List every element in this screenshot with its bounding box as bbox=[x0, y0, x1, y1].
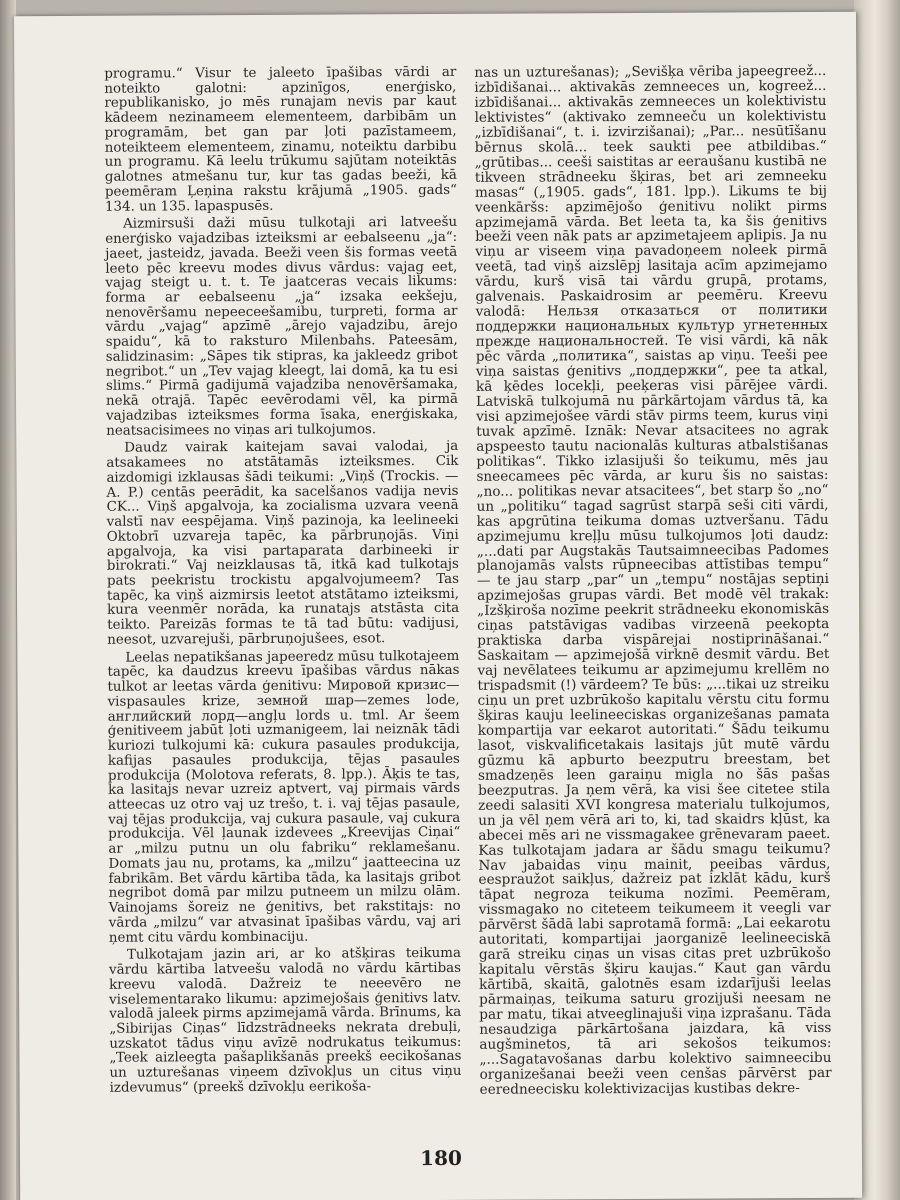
paragraph: nas un uzturešanas); „Sevišķa vēriba japeegreež... izbīdišanai... aktivakās zemneeces un, kogreež... izbīdišanai... aktivakās zemneeces un kolektivistu lektivistes“ (aktivako zemneeču un kolektivistu „izbīdišanai“, t. i. izvirzišanai); „Par... nesūtīšanu bērnus skolā... teek saukti pee atbildibas.“ „grūtibas... ceeši saistitas ar eeraušanu kustibā ne tikveen strādneeku šķiras, bet ari zemneeku masas“ („1905. gads“, 181. lpp.). Likums te bij veenkāršs: apzimējošo ģenitivu nolikt pirms apzimejamā vārda. Bet leeta ta, ka šis ģenitivs beeži veen nāk pats ar apzimetajeem aplipis. Ja nu viņu ar viseem viņa pavadoņeem noleek pirmā veetā, tad viņš aizslēpj lasitaja acīm apzimejamo vārdu, kurš visā tai vārdu grupā, protams, galvenais. Paskaidrosim ar peemēru. Kreevu valodā: Нельзя отказаться от политики поддержки национальных культур угнетенных прежде национальностей. Te visi vārdi, kā nāk pēc vārda „политика“, saistas ap viņu. Teeši pee viņa saistas ģenitivs „поддержки“, pee ta atkal, kā ķēdes locekļi, peeķeras visi pārējee vārdi. Latviskā tulkojumā nu pārkārtojam vārdus tā, ka visi apzimejošee vārdi stāv pirms teem, kurus viņi tuvak apzīmē. Iznāk: Nevar atsacitees no agrak apspeesto tautu nacionalās kulturas atbalstišanas politikas“. Tikko izlasijuši šo teikumu, mēs jau sneecamees pēc vārda, ar kuru šis no saistas: „no... politikas nevar atsacitees“, bet starp šo „no“ un „politiku“ tagad sagrūst starpā seši citi vārdi, kas apgrūtina teikuma domas uztveršanu. Tādu apzimejumu kreļļu mūsu tulkojumos ļoti daudz: „...dati par Augstakās Tautsaimneecibas Padomes planojamās valsts rūpneecibas attīstibas tempu“ — te jau starp „par“ un „tempu“ nostājas septiņi apzimejošas grupas vārdi. Bet modē vēl trakak: „Izšķiroša nozīme peekrit strādneeku ekonomiskās ciņas patstāvigas vadibas virzeenā peekopta praktiska darba vispārejai nostiprināšanai.“ Saskaitam — apzimejošā virknē desmit vārdu. Bet vaj nevēlatees teikumu ar apzimejumu krellēm no trispadsmit (!) vārdeem? Te būs: „...tikai uz streiku ciņu un pret uzbrūkošo kapitalu vērstu citu formu šķiras kauju leelineeciskas organizešanas pamata kompartija var eekarot autoritati.“ Šādu teikumu lasot, viskvalificetakais lasitajs jūt mutē vārdu gūzmu kā apburto beezputru breestam, bet smadzeņēs leen garaiņu migla no šās pašas beezputras. Ja ņem vērā, ka visi šee citetee stila zeedi salasiti XVI kongresa materialu tulkojumos, un ja vēl ņem vērā ari to, ki, tad skaidrs kļūst, ka abecei mēs ari ne vissmagakee grēnevaram paeet. Kas tulkotajam jadara ar šādu smagu teikumu? Nav jabaidas viņu mainit, peeibas vārdus, eespraužot saikļus, dažreiz pat izklāt kādu, kurš tāpat negroza teikuma nozīmi. Peemēram, vissmagako no citeteem teikumeem it veegli var pārvērst šādā labi saprotamā formā: „Lai eekarotu autoritati, kompartijai jaorganizē leelineeciskā garā streiku ciņas un visas citas pret uzbrūkošo kapitalu vērstās šķiru kaujas.“ Kaut gan vārdu kārtibā, skaitā, galotnēs esam izdarījuši leelas pārmaiņas, teikuma saturu grozijuši neesam ne par matu, tikai atveeglinajuši viņa izprašanu. Tāda nesaudziga pārkārtošana jaizdara, kā viss augšminetos, tā ari sekošos teikumos: „...Sagatavošanas darbu kolektivo saimneecibu organizešanai beeži veen cenšas pārvērst par eeredneecisku kolektivizacijas kustibas dekre- bbox=[474, 62, 832, 1098]
right-column bbox=[474, 64, 831, 1101]
paragraph: Tulkotajam jazin ari, ar ko atšķiras teikuma vārdu kārtiba latveešu valodā no vārdu kārtibas kreevu valodā. Dažreiz te neeevēro ne viselementarako likumu: apzimejošais ģenitivs latv. valodā jaleek pirms apzimejamā vārda. Brīnums, ka „Sibirijas Ciņas“ līdzstrādneeks nekrata drebuļi, uzskatot tādus viņu avīzē nodrukatus teikumus: „Teek aizleegta pašaplikšanās preekš eecikošanas un uzturešanas viņeem dzīvokļus un citus viņu izdevumus“ (preekš dzīvokļu eerikoša- bbox=[108, 946, 462, 1096]
left-column bbox=[104, 66, 461, 1100]
paragraph: Daudz vairak kaitejam savai valodai, ja atsakamees no atstātamās izteiksmes. Cik aizdomigi izklausas šādi teikumi: „Viņš (Trockis. — A. P.) centās peerādit, ka sacelšanos vadija nevis CK... Viņš apgalvoja, ka zocialisma uzvara veenā valstī nav eespējama. Viņš pazinoja, ka leelineeki Oktobrī uzvareja tapēc, ka pārbruņojās. Viņi apgalvoja, ka visi partaparata darbineeki ir birokrati.“ Vaj neizklausas tā, itkā kad tulkotajs pats peekristu trockistu apgalvojumeem? Tas tapēc, ka viņš aizmirsis leetot atstātamo izteiksmi, kura veenmēr norāda, ka runatajs atstāsta cita teikto. Pareizās formas te tā tad būtu: vadijusi, neesot, uzvarejuši, pārbruņojušees, esot. bbox=[106, 439, 460, 648]
paragraph: programu.“ Visur te jaleeto īpašibas vārdi ar noteikto galotni: apzinīgos, enerģisko, republikanisko, jo mēs runajam nevis par kaut kādeem nezinameem elementeem, darbibām un programām, bet gan par ļoti pazīstameem, noteikteem elementeem, zinamu, noteiktu darbibu un programu. Kā leelu trūkumu sajūtam noteiktās galotnes atmešanu tur, kur tas gadas beeži, kā peemēram Ļeņina rakstu krājumā „1905. gads“ 134. un 135. lapaspusēs. bbox=[104, 64, 457, 215]
page-number: 180 bbox=[420, 1145, 462, 1171]
paragraph: Aizmirsuši daži mūsu tulkotaji ari latveešu enerģisko vajadzibas izteiksmi ar eebalseenu „ja“: jaeet, jasteidz, javada. Beeži veen šis formas veetā leeto pēc kreevu modes divus vārdus: vajag eet, vajag steigt u. t. t. Te jaatceras vecais likums: forma ar eebalseenu „ja“ izsaka eekšeju, nenovēršamu nepeeceešamibu, turpreti, forma ar vārdu „vajag“ apzīmē „ārejo vajadzibu, ārejo spaidu“, kā to raksturo Milenbahs. Pateesām, salidzinasim: „Sāpes tik stipras, ka jakleedz gribot negribot.“ un „Tev vajag kleegt, lai domā, ka tu esi slims.“ Pirmā gadijumā vajadziba nenovēršamaka, nekā otrajā. Tapēc eevērodami vēl, ka pirmā vajadzibas izteiksmes forma īsaka, enerģiskaka, neatsacisimees no viņas ari tulkojumos. bbox=[105, 215, 459, 439]
paragraph: Leelas nepatikšanas japeeredz mūsu tulkotajeem tapēc, ka daudzus kreevu īpašibas vārdus nākas tulkot ar leetas vārda ģenitivu: Мировой кризис—vispasaules krize, земной шар—zemes lode, английский лорд—angļu lords u. tml. Ar šeem ģenitiveem jabūt ļoti uzmanigeem, lai neiznāk tādi kuriozi tulkojumi kā: cukura pasaules produkcija, kafijas pasaules produkcija, tējas pasaules produkcija (Molotova referats, 8. lpp.). Āķis te tas, ka lasitajs nevar uzreiz aptvert, vaj pirmais vārds atteecas uz otro vaj uz trešo, t. i. vaj tējas pasaule, vaj tējas produkcija, vaj cukura pasaule, vaj cukura produkcija. Vēl ļaunak izdevees „Kreevijas Ciņai“ ar „milzu putnu un olu fabriku“ reklamešanu. Domats jau nu, protams, ka „milzu“ jaatteecina uz fabrikām. Bet vārdu kārtiba tāda, ka lasitajs gribot negribot domā par milzu putneem un milzu olām. Vainojams šoreiz ne ģenitivs, bet rakstitajs: no vārda „milzu“ var atvasinat īpašibas vārdu, vaj ari ņemt citu vārdu kombinaciju. bbox=[107, 648, 461, 946]
left-page-edge bbox=[0, 0, 16, 1200]
book-page bbox=[14, 12, 862, 1200]
